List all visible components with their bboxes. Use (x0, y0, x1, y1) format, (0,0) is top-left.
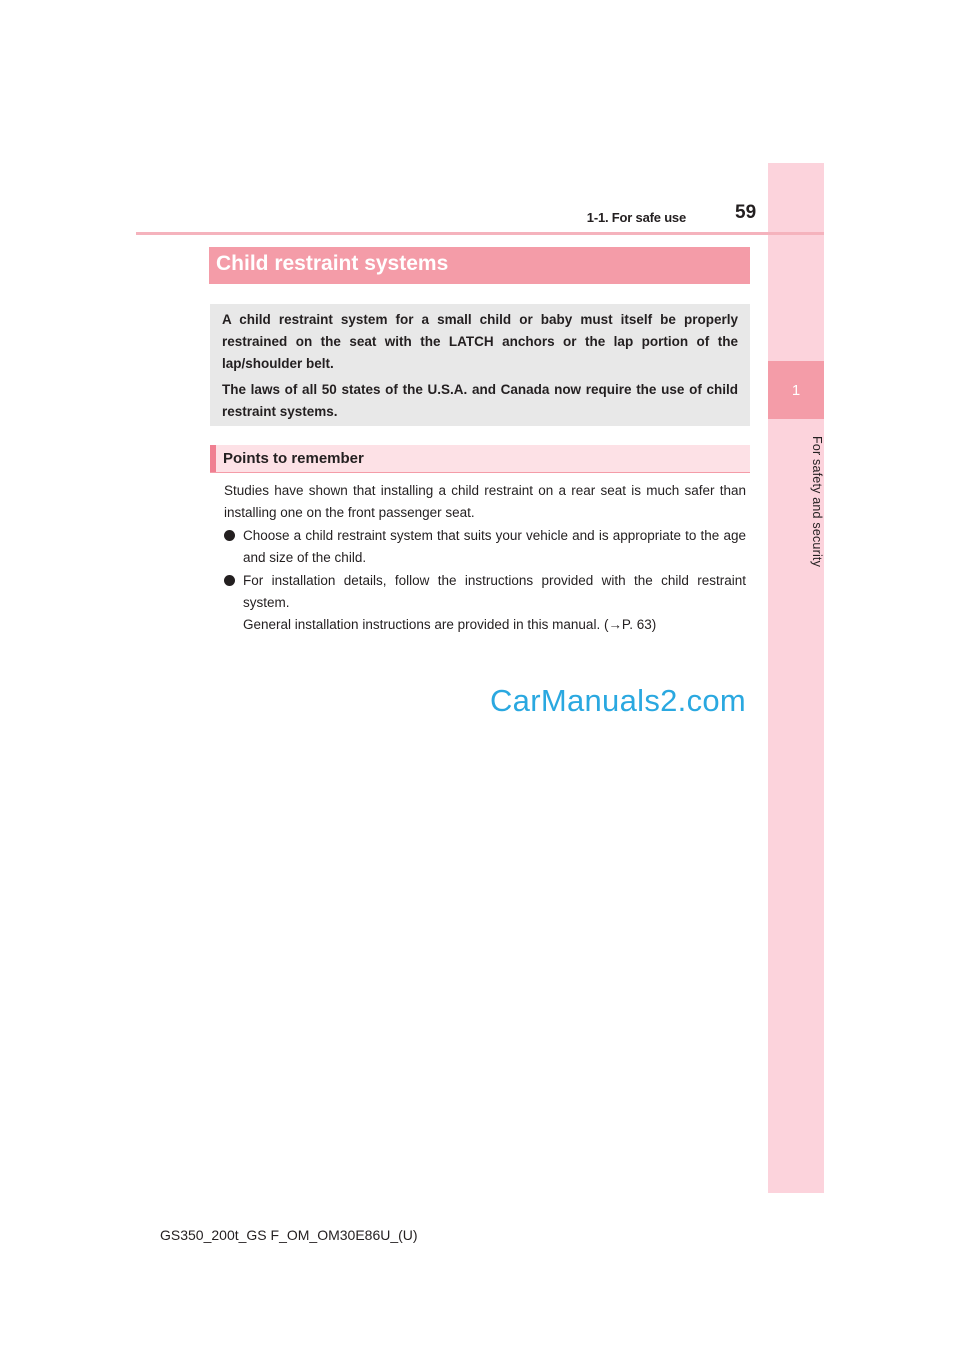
header-divider (136, 232, 824, 235)
bullet-icon (224, 530, 235, 541)
subheading: Points to remember (223, 450, 364, 467)
list-item-text: Choose a child restraint system that suits your vehicle and is appropriate to the age and size of the child. (243, 528, 746, 565)
list-item-reference: General installation instructions are provided in this manual. (→P. 63) (243, 617, 657, 632)
subheading-accent (210, 445, 216, 472)
list-item-text: For installation details, follow the instructions provided with the child restraint system. (243, 573, 746, 610)
chapter-number-tab: 1 (768, 361, 824, 419)
intro-paragraph-2: The laws of all 50 states of the U.S.A. and Canada now require the use of child restraint systems. (222, 382, 738, 419)
subheading-bar (210, 445, 750, 473)
page-number: 59 (735, 202, 757, 223)
section-title: Child restraint systems (216, 252, 449, 275)
intro-box (210, 304, 750, 426)
watermark: CarManuals2.com (490, 683, 747, 718)
list-item (224, 570, 746, 636)
body-content (224, 480, 746, 636)
intro-paragraph-1: A child restraint system for a small child or baby must itself be properly restrained on the seat with the LATCH anchors or the lap portion of the lap/shoulder belt. (222, 312, 738, 371)
bullet-icon (224, 575, 235, 586)
footer-code: GS350_200t_GS F_OM_OM30E86U_(U) (160, 1227, 418, 1243)
running-header-section: 1-1. For safe use (586, 210, 686, 225)
body-lead-paragraph: Studies have shown that installing a child restraint on a rear seat is much safer than installing one on the front passenger seat. (224, 483, 746, 520)
chapter-side-tab (768, 163, 824, 1193)
chapter-title-vertical: For safety and security (810, 436, 824, 568)
section-title-band (209, 247, 750, 284)
list-item (224, 525, 746, 569)
